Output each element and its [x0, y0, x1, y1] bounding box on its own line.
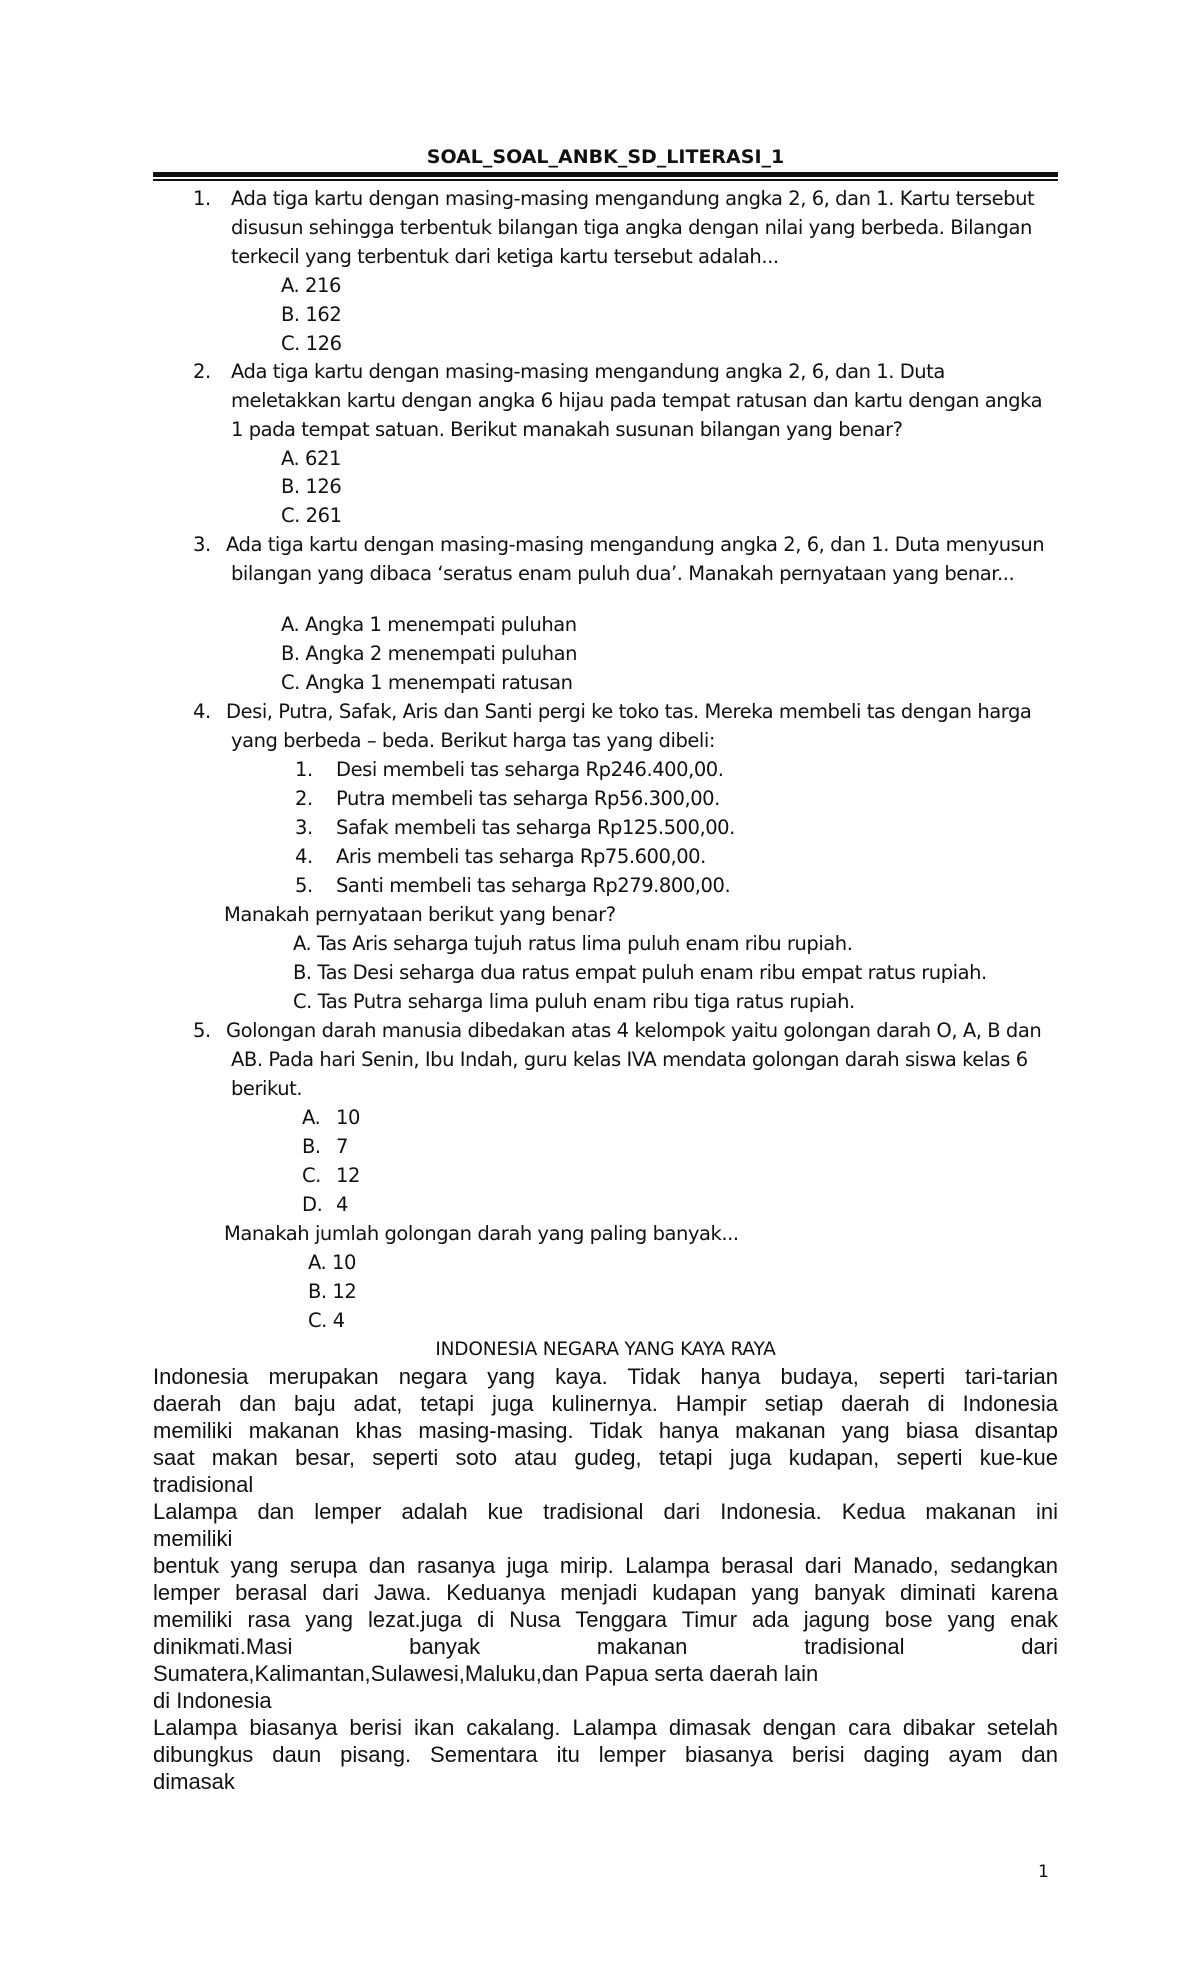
question-text-line: yang berbeda – beda. Berikut harga tas yang dibeli: — [231, 729, 715, 752]
question-text-line: AB. Pada hari Senin, Ibu Indah, guru kelas IVA mendata golongan darah siswa kelas 6 — [231, 1048, 1028, 1071]
article-line: Lalampa biasanya berisi ikan cakalang. Lalampa dimasak dengan cara dibakar setelah — [153, 1715, 1058, 1740]
list-item-text: Safak membeli tas seharga Rp125.500,00. — [336, 816, 735, 839]
article-line: daerah dan baju adat, tetapi juga kulinernya. Hampir setiap daerah di Indonesia — [153, 1391, 1058, 1416]
question-text-line: Desi, Putra, Safak, Aris dan Santi pergi ke toko tas. Mereka membeli tas dengan harga — [226, 700, 1032, 723]
article-line: dimasak — [153, 1769, 235, 1794]
title-rule-thin — [153, 179, 1058, 181]
answer-option: B. Tas Desi seharga dua ratus empat puluh enam ribu empat ratus rupiah. — [293, 961, 987, 984]
list-item-text: Putra membeli tas seharga Rp56.300,00. — [336, 787, 720, 810]
question-text-line: Ada tiga kartu dengan masing-masing mengandung angka 2, 6, dan 1. Kartu tersebut — [231, 187, 1035, 210]
question-text-line: Golongan darah manusia dibedakan atas 4 kelompok yaitu golongan darah O, A, B dan — [226, 1019, 1042, 1042]
answer-option: C. 261 — [281, 504, 342, 527]
question-text-line: terkecil yang terbentuk dari ketiga kartu tersebut adalah... — [231, 245, 779, 268]
question-prompt: Manakah jumlah golongan darah yang paling banyak... — [224, 1222, 739, 1245]
list-item-number: 4. — [295, 845, 313, 868]
article-line: Sumatera,Kalimantan,Sulawesi,Maluku,dan Papua serta daerah lain — [153, 1661, 819, 1686]
answer-option: A. Angka 1 menempati puluhan — [281, 613, 577, 636]
answer-option: A. 216 — [281, 274, 341, 297]
question-text-line: disusun sehingga terbentuk bilangan tiga angka dengan nilai yang berbeda. Bilangan — [231, 216, 1032, 239]
article-line: bentuk yang serupa dan rasanya juga mirip. Lalampa berasal dari Manado, sedangkan — [153, 1553, 1058, 1578]
list-item-number: 1. — [295, 758, 313, 781]
question-number: 1. — [193, 187, 211, 210]
page-number: 1 — [1038, 1862, 1049, 1882]
data-item-value: 7 — [336, 1135, 348, 1158]
article-line: dinikmati.Masi banyak makanan tradisional dari — [153, 1634, 1058, 1659]
document-title: SOAL_SOAL_ANBK_SD_LITERASI_1 — [426, 146, 785, 168]
answer-option: C. 4 — [308, 1309, 345, 1332]
answer-option: A. Tas Aris seharga tujuh ratus lima puluh enam ribu rupiah. — [293, 932, 853, 955]
article-line: memiliki rasa yang lezat.juga di Nusa Tenggara Timur ada jagung bose yang enak — [153, 1607, 1058, 1632]
answer-option: C. 126 — [281, 332, 342, 355]
data-item-value: 12 — [336, 1164, 360, 1187]
data-item-value: 4 — [336, 1193, 348, 1216]
question-text-line: bilangan yang dibaca ‘seratus enam puluh dua’. Manakah pernyataan yang benar... — [231, 562, 1015, 585]
question-text-line: Ada tiga kartu dengan masing-masing mengandung angka 2, 6, dan 1. Duta menyusun — [226, 533, 1045, 556]
question-text-line: Ada tiga kartu dengan masing-masing mengandung angka 2, 6, dan 1. Duta — [231, 360, 945, 383]
question-text-line: meletakkan kartu dengan angka 6 hijau pada tempat ratusan dan kartu dengan angka — [231, 389, 1043, 412]
article-line: memiliki makanan khas masing-masing. Tidak hanya makanan yang biasa disantap — [153, 1418, 1058, 1443]
answer-option: A. 10 — [308, 1251, 356, 1274]
data-item-label: B. — [302, 1135, 321, 1158]
list-item-text: Desi membeli tas seharga Rp246.400,00. — [336, 758, 724, 781]
question-prompt: Manakah pernyataan berikut yang benar? — [224, 903, 616, 926]
question-number: 3. — [193, 533, 211, 556]
data-item-value: 10 — [336, 1106, 360, 1129]
list-item-number: 3. — [295, 816, 313, 839]
data-item-label: C. — [302, 1164, 321, 1187]
article-line: di Indonesia — [153, 1688, 272, 1713]
answer-option: B. 162 — [281, 303, 342, 326]
answer-option: B. 12 — [308, 1280, 357, 1303]
answer-option: A. 621 — [281, 447, 341, 470]
article-line: Indonesia merupakan negara yang kaya. Tidak hanya budaya, seperti tari-tarian — [153, 1364, 1058, 1389]
article-title: INDONESIA NEGARA YANG KAYA RAYA — [435, 1339, 776, 1360]
list-item-text: Santi membeli tas seharga Rp279.800,00. — [336, 874, 731, 897]
article-line: lemper berasal dari Jawa. Keduanya menjadi kudapan yang banyak diminati karena — [153, 1580, 1058, 1605]
title-rule-thick — [153, 172, 1058, 177]
answer-option: C. Tas Putra seharga lima puluh enam ribu tiga ratus rupiah. — [293, 990, 855, 1013]
answer-option: B. 126 — [281, 475, 342, 498]
answer-option: C. Angka 1 menempati ratusan — [281, 671, 573, 694]
question-number: 5. — [193, 1019, 211, 1042]
question-number: 4. — [193, 700, 211, 723]
data-item-label: A. — [302, 1106, 321, 1129]
list-item-number: 5. — [295, 874, 313, 897]
article-line: saat makan besar, seperti soto atau gudeg, tetapi juga kudapan, seperti kue-kue — [153, 1445, 1058, 1470]
list-item-number: 2. — [295, 787, 313, 810]
question-text-line: berikut. — [231, 1077, 303, 1100]
article-line: dibungkus daun pisang. Sementara itu lemper biasanya berisi daging ayam dan — [153, 1742, 1058, 1767]
question-text-line: 1 pada tempat satuan. Berikut manakah susunan bilangan yang benar? — [231, 418, 903, 441]
article-line: tradisional — [153, 1472, 254, 1497]
article-line: Lalampa dan lemper adalah kue tradisional dari Indonesia. Kedua makanan ini — [153, 1499, 1058, 1524]
question-number: 2. — [193, 360, 211, 383]
data-item-label: D. — [302, 1193, 323, 1216]
list-item-text: Aris membeli tas seharga Rp75.600,00. — [336, 845, 706, 868]
answer-option: B. Angka 2 menempati puluhan — [281, 642, 578, 665]
article-line: memiliki — [153, 1526, 233, 1551]
